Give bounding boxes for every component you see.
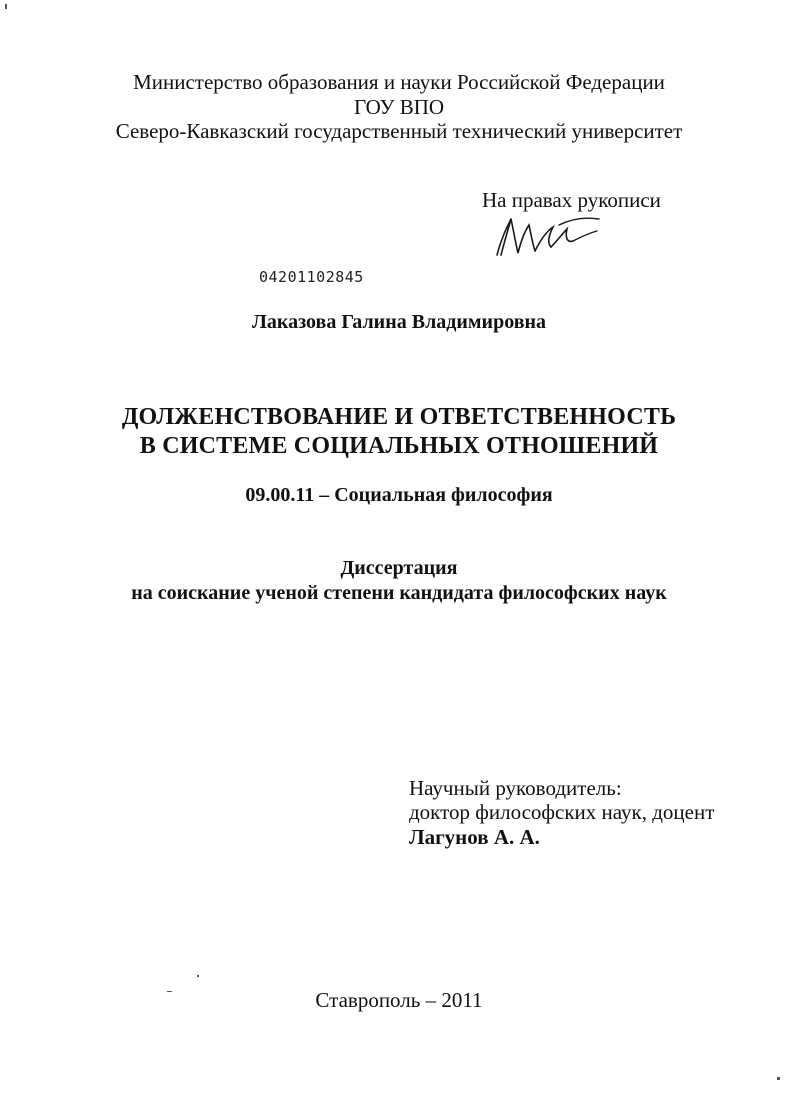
university-name: Северо-Кавказский государственный технический университет xyxy=(115,119,683,143)
city-year: Ставрополь – 2011 xyxy=(315,988,483,1012)
title-line-2: В СИСТЕМЕ СОЦИАЛЬНЫХ ОТНОШЕНИЙ xyxy=(139,433,659,459)
scan-speck xyxy=(167,991,172,992)
advisor-degree: доктор философских наук, доцент xyxy=(409,800,715,824)
scan-speck xyxy=(5,4,7,9)
scan-speck xyxy=(777,1077,780,1080)
institution-type: ГОУ ВПО xyxy=(353,95,445,119)
degree-sought: на соискание ученой степени кандидата философских наук xyxy=(131,582,667,604)
ministry-name: Министерство образования и науки Российской Федерации xyxy=(133,70,665,94)
registration-number: 04201102845 xyxy=(259,268,364,286)
author-name: Лаказова Галина Владимировна xyxy=(251,311,547,333)
title-line-1: ДОЛЖЕНСТВОВАНИЕ И ОТВЕТСТВЕННОСТЬ xyxy=(121,404,677,430)
scan-speck xyxy=(197,975,199,977)
signature-icon xyxy=(487,205,607,261)
manuscript-note: На правах рукописи xyxy=(482,188,661,212)
specialty-code: 09.00.11 – Социальная философия xyxy=(245,484,553,506)
advisor-name: Лагунов А. А. xyxy=(409,825,540,849)
work-type-label: Диссертация xyxy=(340,557,458,579)
advisor-label: Научный руководитель: xyxy=(409,776,622,800)
